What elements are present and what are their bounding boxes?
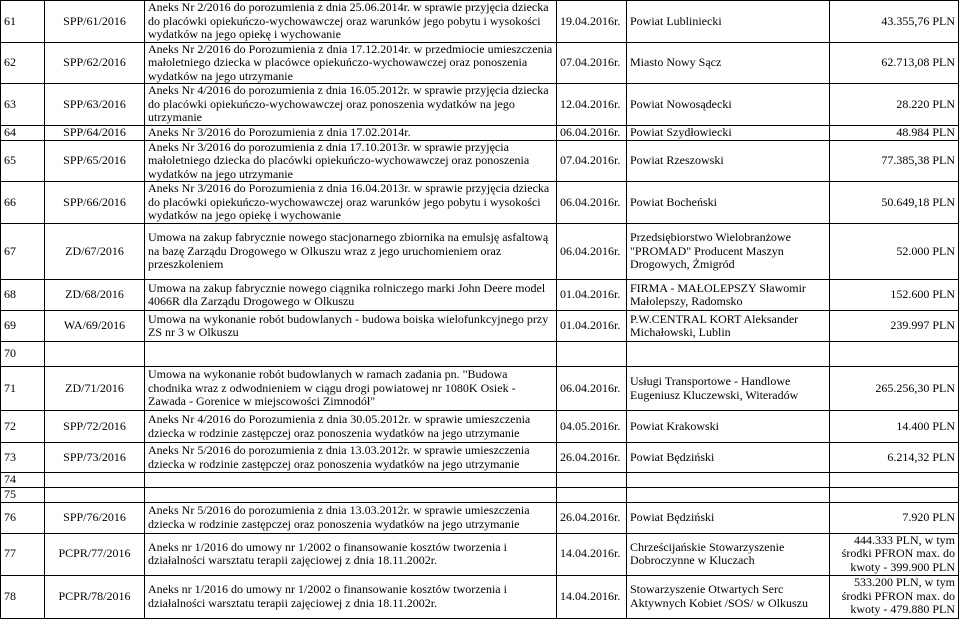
row-signature: [45, 473, 145, 488]
row-number: 68: [1, 280, 45, 311]
row-signature: SPP/65/2016: [45, 140, 145, 182]
row-number: 78: [1, 575, 45, 618]
row-counterparty: Powiat Bocheński: [627, 182, 830, 224]
row-date: 26.04.2016r.: [557, 502, 627, 533]
row-amount: 444.333 PLN, w tym środki PFRON max. do kwoty - 399.900 PLN: [830, 533, 959, 575]
row-number: 67: [1, 224, 45, 280]
row-description: Aneks Nr 3/2016 do Porozumienia z dnia 16.04.2013r. w sprawie przyjęcia dziecka do placówki opiekuńczo-wychowawczej oraz warunków jego pobytu i wysokości wydatków na jego opiekę i wychowanie: [145, 182, 557, 224]
row-description: Umowa na zakup fabrycznie nowego ciągnika rolniczego marki John Deere model 4066R dla Zarządu Drogowego w Olkuszu: [145, 280, 557, 311]
row-number: 70: [1, 342, 45, 367]
row-date: 06.04.2016r.: [557, 125, 627, 140]
row-counterparty: Powiat Będziński: [627, 502, 830, 533]
row-description: Aneks Nr 5/2016 do porozumienia z dnia 13.03.2012r. w sprawie umieszczenia dziecka w rodzinie zastępczej oraz ponoszenia wydatków na jego utrzymanie: [145, 443, 557, 473]
row-signature: [45, 487, 145, 502]
table-row: [1, 367, 959, 411]
row-date: 07.04.2016r.: [557, 140, 627, 182]
table-row: [1, 84, 959, 126]
row-amount: 52.000 PLN: [830, 224, 959, 280]
row-amount: 533.200 PLN, w tym środki PFRON max. do kwoty - 479.880 PLN: [830, 575, 959, 618]
row-number: 76: [1, 502, 45, 533]
row-counterparty: FIRMA - MAŁOLEPSZY Sławomir Małolepszy, Radomsko: [627, 280, 830, 311]
table-row: [1, 473, 959, 488]
row-description: Umowa na zakup fabrycznie nowego stacjonarnego zbiornika na emulsję asfaltową na bazę Zarządu Drogowego w Olkuszu wraz z jego uruchomieniem oraz przeszkoleniem: [145, 224, 557, 280]
row-counterparty: [627, 487, 830, 502]
row-description: Aneks Nr 2/2016 do Porozumienia z dnia 17.12.2014r. w przedmiocie umieszczenia małoletniego dziecka w placówce opiekuńczo-wychowawczej oraz ponoszenia wydatków na jego utrzymanie: [145, 42, 557, 84]
table-row: [1, 342, 959, 367]
row-amount: 14.400 PLN: [830, 411, 959, 443]
row-counterparty: [627, 473, 830, 488]
row-amount: [830, 342, 959, 367]
row-description: Aneks nr 1/2016 do umowy nr 1/2002 o finansowanie kosztów tworzenia i działalności warsztatu terapii zajęciowej z dnia 18.11.2002r.: [145, 533, 557, 575]
row-date: 07.04.2016r.: [557, 42, 627, 84]
row-amount: 48.984 PLN: [830, 125, 959, 140]
row-number: 64: [1, 125, 45, 140]
row-signature: SPP/63/2016: [45, 84, 145, 126]
table-row: [1, 575, 959, 618]
row-number: 69: [1, 311, 45, 342]
row-amount: 43.355,76 PLN: [830, 1, 959, 43]
row-signature: SPP/62/2016: [45, 42, 145, 84]
table-row: [1, 443, 959, 473]
row-date: 01.04.2016r.: [557, 280, 627, 311]
row-amount: 152.600 PLN: [830, 280, 959, 311]
row-number: 77: [1, 533, 45, 575]
row-counterparty: Powiat Szydłowiecki: [627, 125, 830, 140]
row-counterparty: Powiat Będziński: [627, 443, 830, 473]
row-amount: 265.256,30 PLN: [830, 367, 959, 411]
row-amount: 7.920 PLN: [830, 502, 959, 533]
row-date: 14.04.2016r.: [557, 575, 627, 618]
row-signature: SPP/64/2016: [45, 125, 145, 140]
row-date: 06.04.2016r.: [557, 182, 627, 224]
row-date: 04.05.2016r.: [557, 411, 627, 443]
row-amount: 6.214,32 PLN: [830, 443, 959, 473]
row-counterparty: [627, 342, 830, 367]
row-counterparty: Usługi Transportowe - Handlowe Eugeniusz Kluczewski, Witeradów: [627, 367, 830, 411]
row-number: 74: [1, 473, 45, 488]
row-signature: [45, 342, 145, 367]
row-counterparty: Przedsiębiorstwo Wielobranżowe "PROMAD" Producent Maszyn Drogowych, Żmigród: [627, 224, 830, 280]
row-date: [557, 487, 627, 502]
table-row: [1, 502, 959, 533]
row-signature: PCPR/78/2016: [45, 575, 145, 618]
row-signature: WA/69/2016: [45, 311, 145, 342]
row-number: 61: [1, 1, 45, 43]
row-counterparty: Miasto Nowy Sącz: [627, 42, 830, 84]
table-row: [1, 140, 959, 182]
table-row: [1, 42, 959, 84]
row-date: 14.04.2016r.: [557, 533, 627, 575]
row-signature: SPP/66/2016: [45, 182, 145, 224]
row-number: 62: [1, 42, 45, 84]
row-counterparty: Powiat Lubliniecki: [627, 1, 830, 43]
table-row: [1, 487, 959, 502]
row-number: 63: [1, 84, 45, 126]
table-row: [1, 125, 959, 140]
row-signature: SPP/72/2016: [45, 411, 145, 443]
row-date: 01.04.2016r.: [557, 311, 627, 342]
row-counterparty: Powiat Krakowski: [627, 411, 830, 443]
row-date: 19.04.2016r.: [557, 1, 627, 43]
row-signature: SPP/61/2016: [45, 1, 145, 43]
row-amount: 28.220 PLN: [830, 84, 959, 126]
row-description: [145, 473, 557, 488]
table-row: [1, 411, 959, 443]
table-row: [1, 533, 959, 575]
row-date: [557, 342, 627, 367]
row-number: 73: [1, 443, 45, 473]
row-amount: 62.713,08 PLN: [830, 42, 959, 84]
row-signature: PCPR/77/2016: [45, 533, 145, 575]
row-description: Umowa na wykonanie robót budowlanych w ramach zadania pn. "Budowa chodnika wraz z odwodnieniem w ciągu drogi powiatowej nr 1080K Osiek - Zawada - Gorenice w miejscowości Zimnodół": [145, 367, 557, 411]
table-row: [1, 224, 959, 280]
row-amount: 239.997 PLN: [830, 311, 959, 342]
row-number: 65: [1, 140, 45, 182]
row-signature: SPP/76/2016: [45, 502, 145, 533]
row-counterparty: Chrześcijańskie Stowarzyszenie Dobroczynne w Kluczach: [627, 533, 830, 575]
row-counterparty: Stowarzyszenie Otwartych Serc Aktywnych Kobiet /SOS/ w Olkuszu: [627, 575, 830, 618]
table-row: [1, 280, 959, 311]
row-description: Aneks Nr 3/2016 do Porozumienia z dnia 17.02.2014r.: [145, 125, 557, 140]
row-number: 71: [1, 367, 45, 411]
row-amount: 50.649,18 PLN: [830, 182, 959, 224]
row-signature: ZD/67/2016: [45, 224, 145, 280]
row-date: 06.04.2016r.: [557, 224, 627, 280]
row-number: 66: [1, 182, 45, 224]
row-counterparty: Powiat Rzeszowski: [627, 140, 830, 182]
row-signature: ZD/71/2016: [45, 367, 145, 411]
row-description: Aneks Nr 2/2016 do porozumienia z dnia 25.06.2014r. w sprawie przyjęcia dziecka do placówki opiekuńczo-wychowawczej oraz warunków jego pobytu i wysokości wydatków na jego opiekę i wychowanie: [145, 1, 557, 43]
row-description: Aneks Nr 4/2016 do porozumienia z dnia 16.05.2012r. w sprawie przyjęcia dziecka do placówki opiekuńczo-wychowawczej oraz ponoszenia wydatków na jego utrzymanie: [145, 84, 557, 126]
table-row: [1, 311, 959, 342]
row-description: [145, 487, 557, 502]
row-amount: [830, 487, 959, 502]
row-date: 06.04.2016r.: [557, 367, 627, 411]
row-signature: SPP/73/2016: [45, 443, 145, 473]
row-description: Umowa na wykonanie robót budowlanych - budowa boiska wielofunkcyjnego przy ZS nr 3 w Olkuszu: [145, 311, 557, 342]
register-body: [1, 1, 959, 619]
row-description: Aneks nr 1/2016 do umowy nr 1/2002 o finansowanie kosztów tworzenia i działalności warsztatu terapii zajęciowej z dnia 18.11.2002r.: [145, 575, 557, 618]
row-date: 26.04.2016r.: [557, 443, 627, 473]
row-counterparty: Powiat Nowosądecki: [627, 84, 830, 126]
row-description: [145, 342, 557, 367]
row-number: 72: [1, 411, 45, 443]
row-number: 75: [1, 487, 45, 502]
row-description: Aneks Nr 4/2016 do Porozumienia z dnia 30.05.2012r. w sprawie umieszczenia dziecka w rodzinie zastępczej oraz ponoszenia wydatków na jego utrzymanie: [145, 411, 557, 443]
row-counterparty: P.W.CENTRAL KORT Aleksander Michałowski, Lublin: [627, 311, 830, 342]
row-date: [557, 473, 627, 488]
row-amount: 77.385,38 PLN: [830, 140, 959, 182]
row-signature: ZD/68/2016: [45, 280, 145, 311]
table-row: [1, 182, 959, 224]
row-date: 12.04.2016r.: [557, 84, 627, 126]
table-row: [1, 1, 959, 43]
row-amount: [830, 473, 959, 488]
row-description: Aneks Nr 5/2016 do porozumienia z dnia 13.03.2012r. w sprawie umieszczenia dziecka w rodzinie zastępczej oraz ponoszenia wydatków na jego utrzymanie: [145, 502, 557, 533]
row-description: Aneks Nr 3/2016 do porozumienia z dnia 17.10.2013r. w sprawie przyjęcia małoletniego dziecka do placówki opiekuńczo-wychowawczej oraz ponoszenia wydatków na jego utrzymanie: [145, 140, 557, 182]
